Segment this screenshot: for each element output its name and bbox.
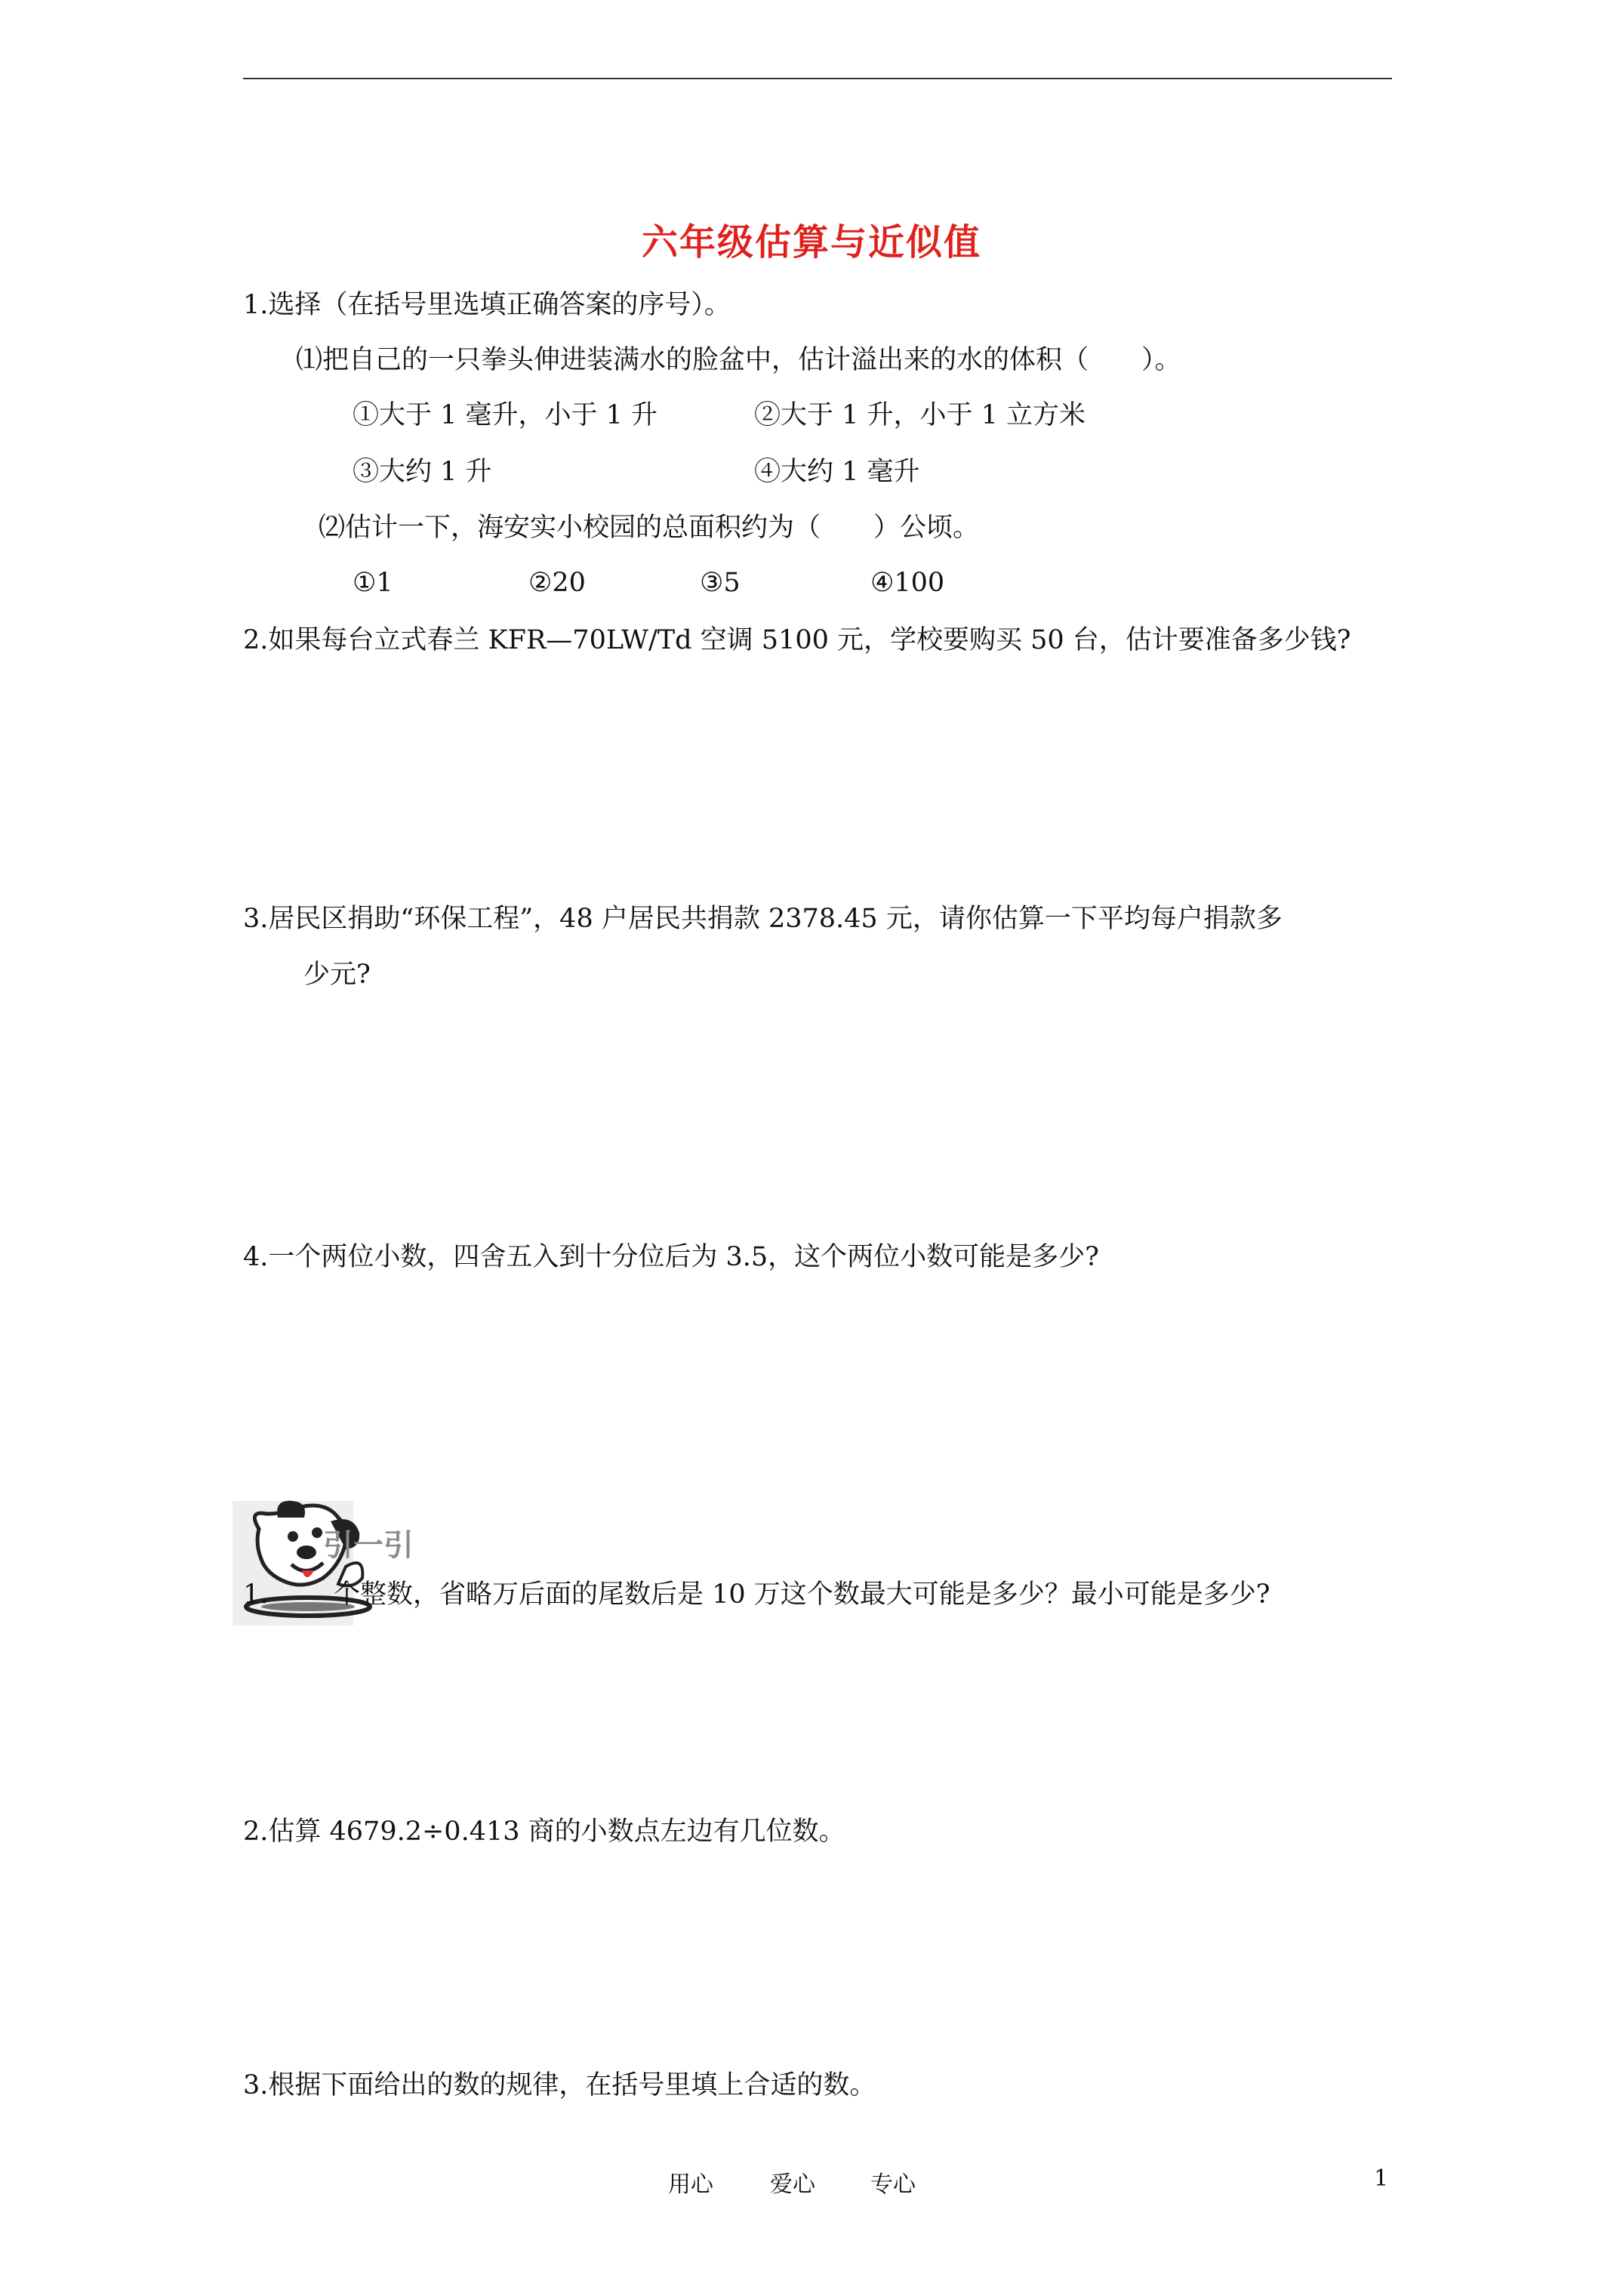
question-1-sub2-option-1: ①1 — [353, 568, 393, 598]
question-1-sub1-option-4: ④大约 1 毫升 — [754, 457, 920, 487]
footer-motto-3: 专心 — [870, 2171, 916, 2198]
question-4: 4.一个两位小数，四舍五入到十分位后为 3.5，这个两位小数可能是多少? — [243, 1242, 1099, 1272]
section-2-question-3: 3.根据下面给出的数的规律，在括号里填上合适的数。 — [243, 2070, 876, 2100]
question-1-sub1-option-3: ③大约 1 升 — [353, 457, 492, 487]
question-1-sub1: ⑴把自己的一只拳头伸进装满水的脸盆中，估计溢出来的水的体积（ ）。 — [296, 345, 1181, 375]
section-banner-label: 引一引 — [323, 1528, 414, 1563]
question-3-line-2: 少元? — [303, 960, 371, 990]
page-title: 六年级估算与近似值 — [641, 221, 981, 264]
question-1-sub2-option-2: ②20 — [528, 568, 586, 598]
question-1-stem: 1.选择（在括号里选填正确答案的序号）。 — [243, 290, 731, 320]
section-2-question-1-number: 1. — [243, 1579, 269, 1610]
question-3-line-1: 3.居民区捐助“环保工程”，48 户居民共捐款 2378.45 元，请你估算一下平均每户捐款多 — [243, 904, 1283, 934]
header-rule — [243, 78, 1392, 79]
question-1-sub2: ⑵估计一下，海安实小校园的总面积约为（ ）公顷。 — [319, 513, 980, 543]
question-1-sub2-option-4: ④100 — [870, 568, 945, 598]
footer-motto-2: 爱心 — [770, 2171, 815, 2198]
page-number: 1 — [1374, 2165, 1389, 2192]
footer-motto-1: 用心 — [668, 2171, 713, 2198]
question-1-sub1-option-2: ②大于 1 升，小于 1 立方米 — [754, 400, 1086, 430]
question-2: 2.如果每台立式春兰 KFR—70LW/Td 空调 5100 元，学校要购买 50 台，估计要准备多少钱? — [243, 625, 1351, 655]
section-2-question-1: 个整数，省略万后面的尾数后是 10 万这个数最大可能是多少？最小可能是多少? — [334, 1579, 1270, 1610]
question-1-sub1-option-1: ①大于 1 毫升，小于 1 升 — [353, 400, 658, 430]
section-2-question-2: 2.估算 4679.2÷0.413 商的小数点左边有几位数。 — [243, 1817, 845, 1847]
question-1-sub2-option-3: ③5 — [700, 568, 741, 598]
